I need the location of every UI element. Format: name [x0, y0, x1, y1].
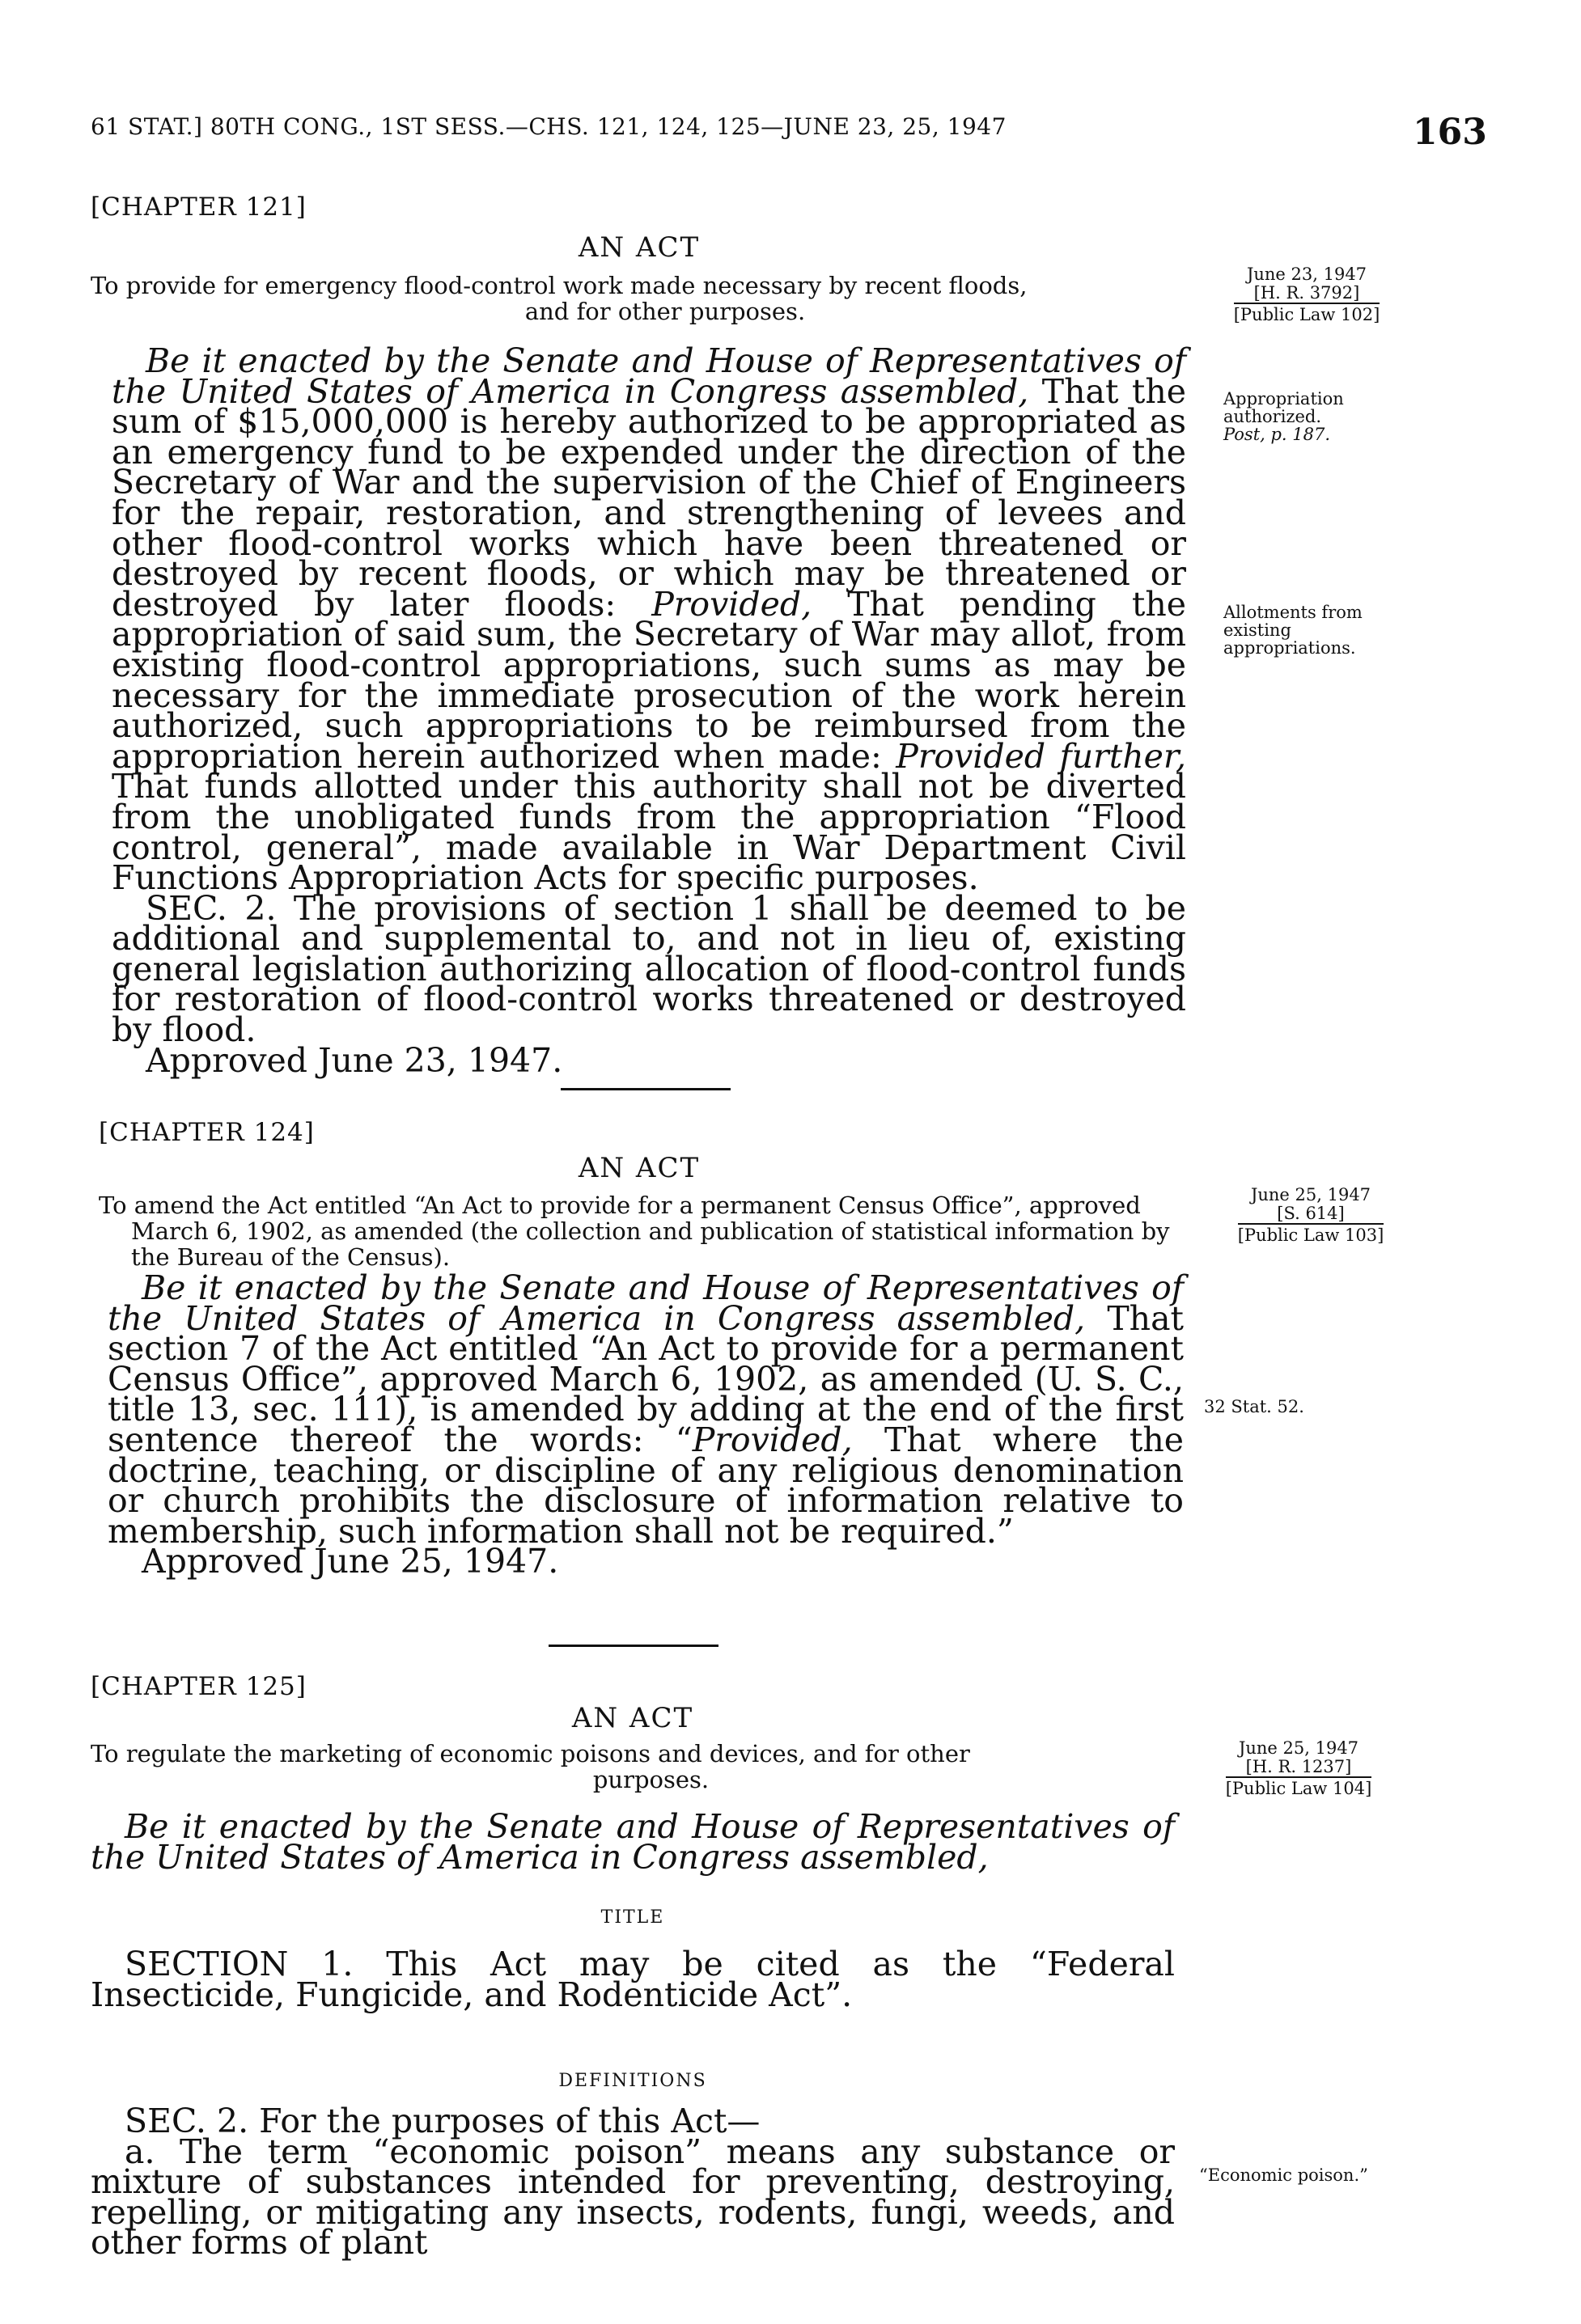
chapter-121-purpose: To provide for emergency flood-control work made necessary by recent floods, and for other purposes.	[91, 272, 1028, 325]
bill-number: [H. R. 1237]	[1245, 1757, 1352, 1776]
approval-line: Approved June 25, 1947.	[142, 1542, 559, 1581]
running-head: 61 STAT.] 80TH CONG., 1ST SESS.—CHS. 121, 124, 125—JUNE 23, 25, 1947	[91, 113, 1007, 140]
chapter-124-heading: [CHAPTER 124]	[99, 1118, 315, 1147]
enactment-date: June 25, 1947	[1250, 1185, 1371, 1204]
approval-line: Approved June 23, 1947.	[146, 1040, 563, 1080]
enacting-clause: Be it enacted by the Senate and House of Representatives of the United States of America in Congress assembled,	[112, 341, 1186, 411]
chapter-121-heading: [CHAPTER 121]	[91, 193, 307, 222]
definitions-subheading: DEFINITIONS	[558, 2071, 707, 2091]
section-1-text: SECTION 1. This Act may be cited as the “Federal Insecticide, Fungicide, and Rodenticide Act”.	[91, 1945, 1175, 2014]
page-number: 163	[1413, 112, 1487, 153]
bill-number: [H. R. 3792]	[1253, 283, 1360, 303]
enactment-date: June 23, 1947	[1246, 265, 1367, 284]
chapter-125-purpose: To regulate the marketing of economic poisons and devices, and for other purposes.	[91, 1740, 970, 1793]
section-divider	[561, 1088, 731, 1090]
chapter-125-enacting-clause: Be it enacted by the Senate and House of Representatives of the United States of America in Congress assembled,	[91, 1807, 1175, 1877]
bill-number: [S. 614]	[1277, 1204, 1345, 1223]
chapter-121-margin-citation	[1214, 265, 1400, 324]
chapter-124-purpose: To amend the Act entitled “An Act to provide for a permanent Census Office”, approved March 6, 1902, as amended (the collection and publication of statistical information by the Bureau of the Census).	[99, 1192, 1170, 1271]
chapter-121-body: Be it enacted by the Senate and House of Representatives of the United States of America in Congress assembled, That the sum of $15,000,000 is hereby authorized to be appropriated as an emergency fund to be expended under the direction of the Secretary of War and the supervision of the Chief of Engineers for the repair, restoration, and strengthening of levees and other flood-control works which have been threatened or destroyed by recent floods, or which may be threatened or destroyed by later floods: Provided, That pending the appropriation of said sum, the Secretary of War may allot, from existing flood-control appropriations, such sums as may be necessary for the immediate prosecution of the work herein authorized, such appropriations to be reimbursed from the appropriation herein authorized when made: Provided further, That funds allotted under this authority shall not be diverted from the unobligated funds from the appropriation “Flood control, general”, made available in War Department Civil Functions Appropriation Acts for specific purposes. SEC. 2. The provisions of section 1 shall be deemed to be additional and supplemental to, and not in lieu of, existing general legislation authorizing allocation of flood-control funds for restoration of flood-control works threatened or destroyed by flood. Approved June 23, 1947.	[112, 341, 1186, 1080]
chapter-124-body: Be it enacted by the Senate and House of Representatives of the United States of America in Congress assembled, That section 7 of the Act entitled “An Act to provide for a permanent Census Office”, approved March 6, 1902, as amended (U. S. C., title 13, sec. 111), is amended by adding at the end of the first sentence thereof the words: “Provided, That where the doctrine, teaching, or discipline of any religious denomination or church prohibits the disclosure of information relative to membership, such information shall not be required.” Approved June 25, 1947.	[108, 1268, 1184, 1581]
marginal-note-allotments: Allotments from existing appropriations.	[1223, 603, 1363, 658]
enactment-date: June 25, 1947	[1238, 1738, 1359, 1758]
chapter-125-margin-citation	[1206, 1739, 1392, 1798]
chapter-125-an-act: AN ACT	[571, 1702, 694, 1734]
chapter-121-an-act: AN ACT	[578, 231, 701, 264]
public-law-number: [Public Law 104]	[1226, 1776, 1372, 1798]
section-label: SEC. 2.	[146, 888, 277, 928]
marginal-note-economic-poison: “Economic poison.”	[1199, 2165, 1368, 2185]
enacting-clause: Be it enacted by the Senate and House of Representatives of the United States of America in Congress assembled,	[108, 1268, 1184, 1338]
chapter-125-heading: [CHAPTER 125]	[91, 1672, 307, 1701]
section-divider	[549, 1645, 718, 1647]
marginal-note-statute: 32 Stat. 52.	[1204, 1397, 1304, 1416]
public-law-number: [Public Law 102]	[1234, 303, 1380, 324]
chapter-124-an-act: AN ACT	[578, 1152, 701, 1184]
section-2-text: SEC. 2. For the purposes of this Act— a. The term “economic poison” means any substance or mixture of substances intended for preventing, destroying, repelling, or mitigating any insects, rodents, fungi, weeds, and other forms of plant	[91, 2102, 1175, 2263]
chapter-124-margin-citation	[1218, 1186, 1404, 1245]
marginal-note-appropriation: Appropriation authorized. Post, p. 187.	[1223, 389, 1344, 444]
public-law-number: [Public Law 103]	[1238, 1223, 1384, 1245]
title-subheading: TITLE	[600, 1907, 665, 1928]
